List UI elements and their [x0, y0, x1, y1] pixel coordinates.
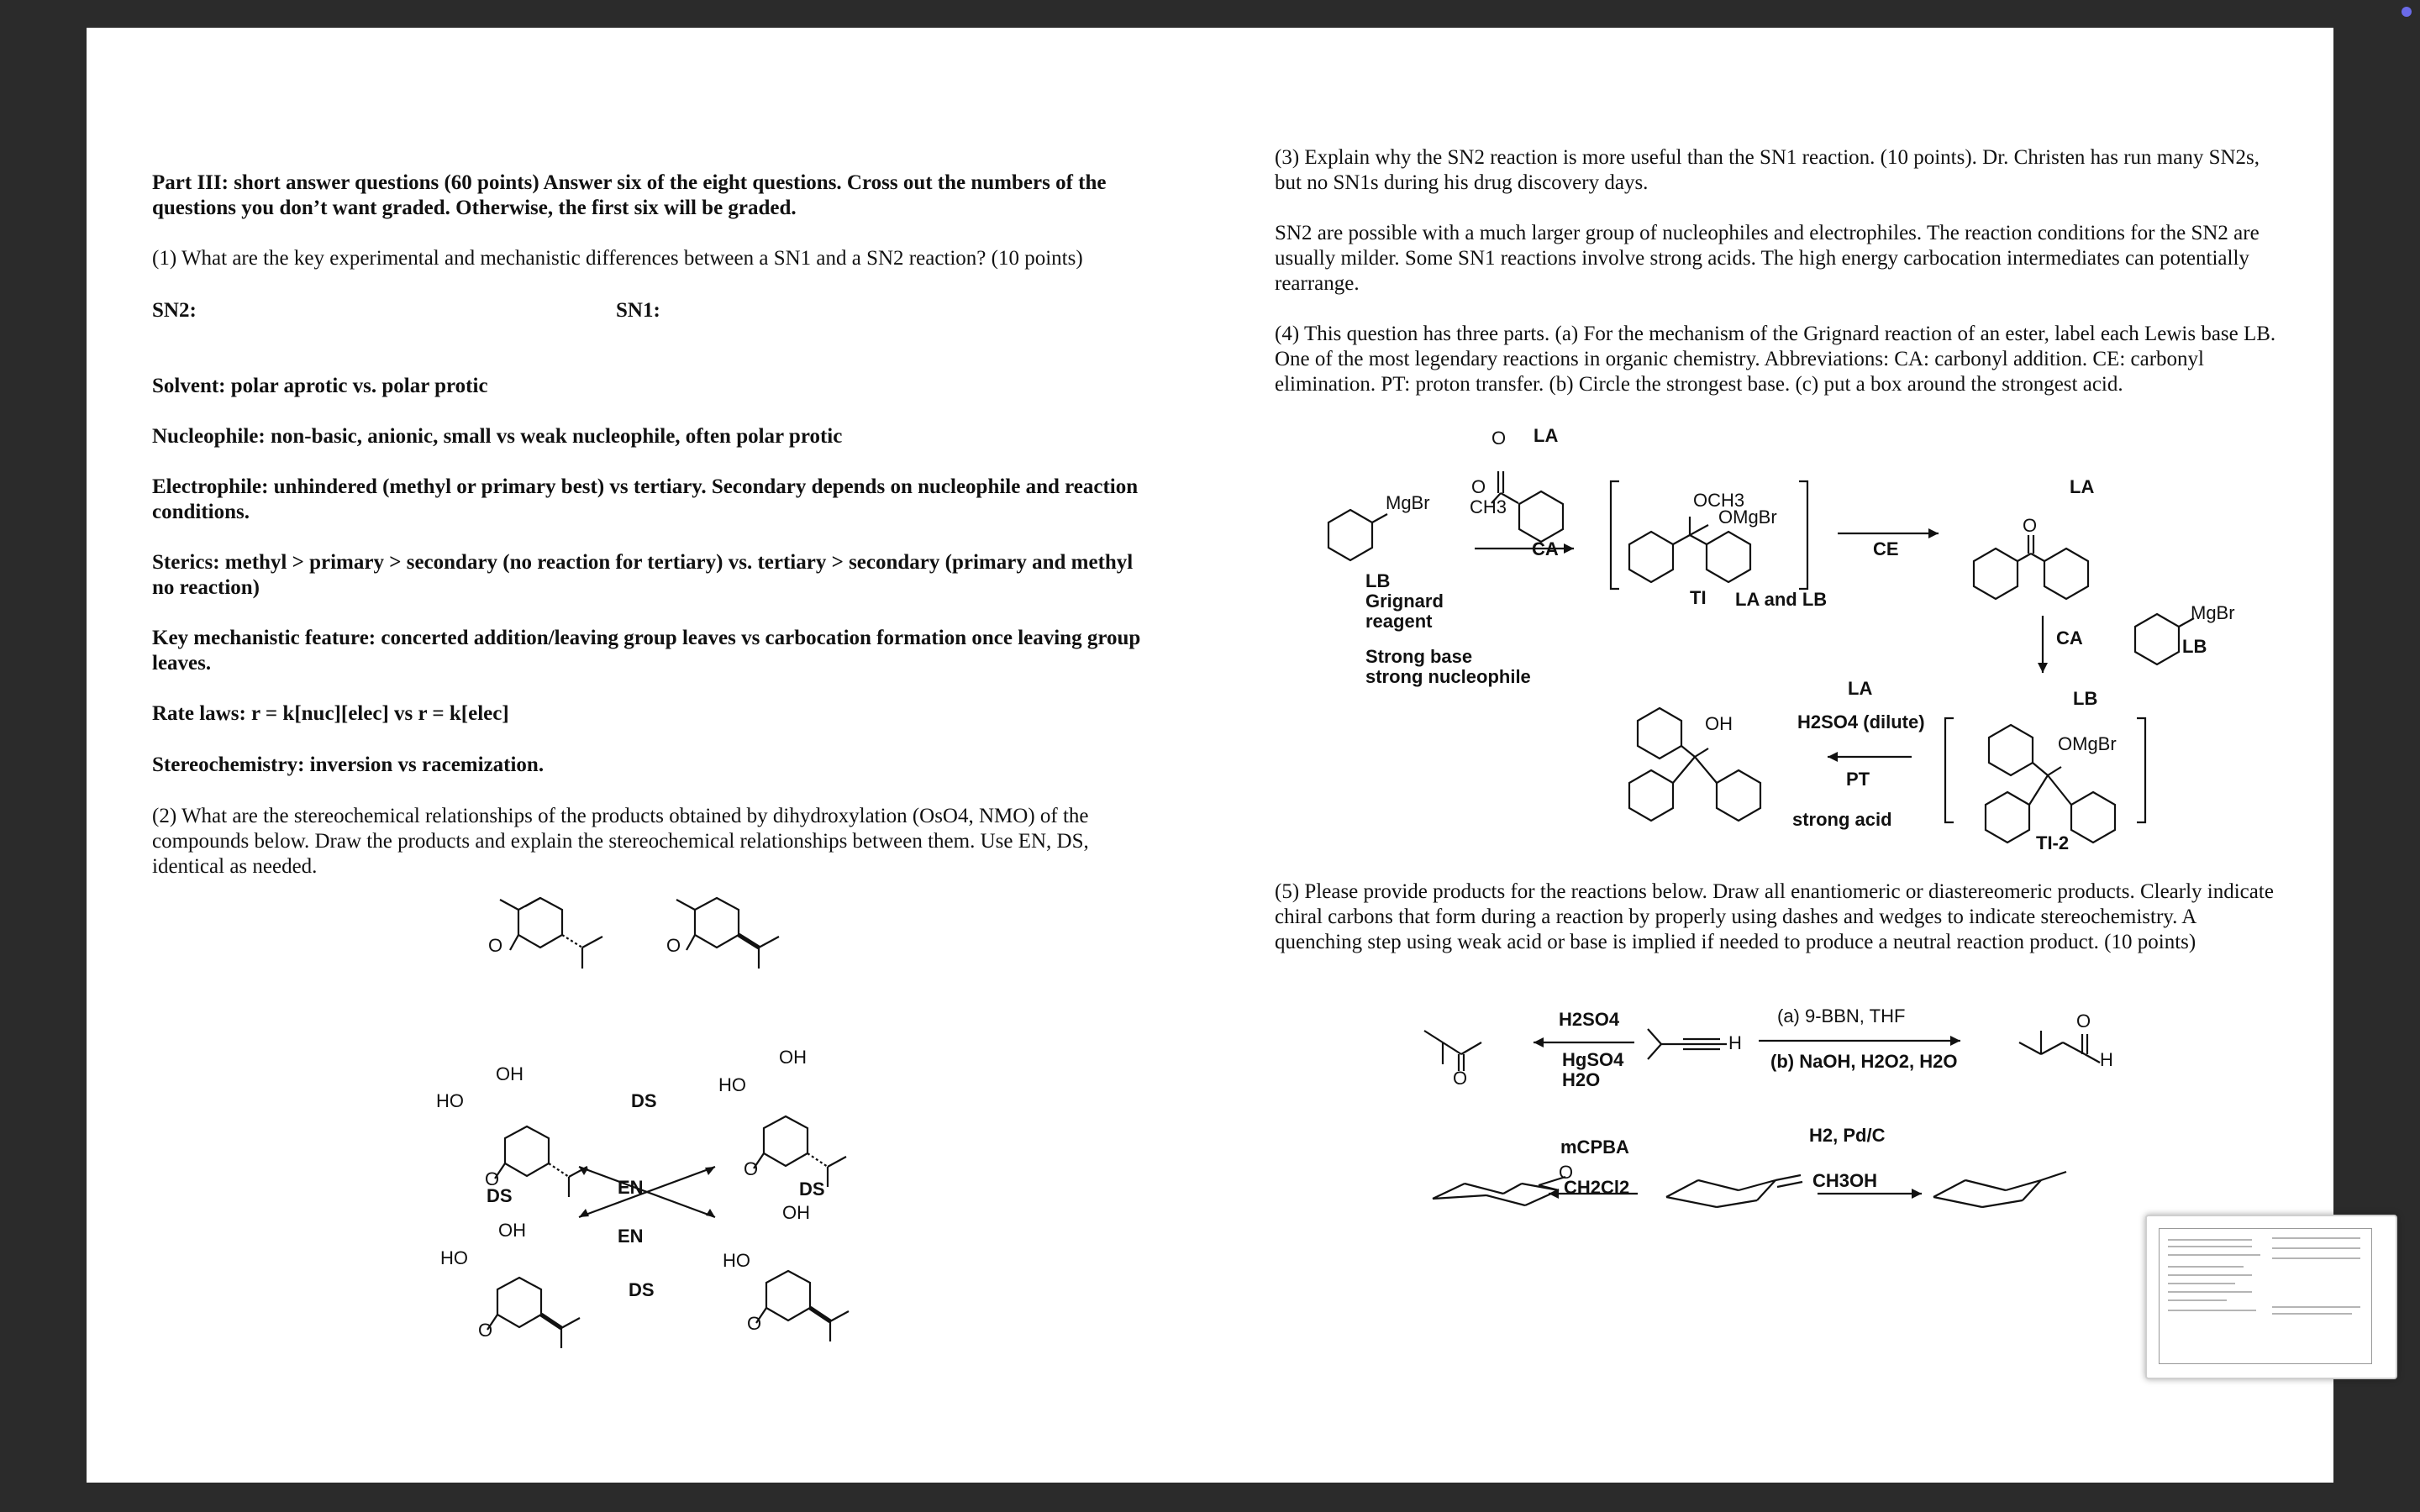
o-label-1: O: [488, 935, 503, 956]
svg-text:O: O: [478, 1320, 493, 1341]
question-3-answer: SN2 are possible with a much larger group of nucleophiles and electrophiles. The reaction conditions for the SN2 are usually milder. Some SN1 reactions involve strong acids. The high energy carbocation intermediates can potentially rearrange.: [1275, 222, 2260, 295]
ti-label: TI: [1690, 587, 1707, 608]
ch2cl2-solvent: CH2Cl2: [1564, 1177, 1630, 1198]
alkyne-h: H: [1728, 1032, 1742, 1053]
question-2: (2) What are the stereochemical relationships of the products obtained by dihydroxylation (OsO4, NMO) of the compounds below. Draw the products and explain the stereochemical relationships between them. Use EN, DS, identical as needed.: [152, 805, 1089, 878]
o-ketone: O: [2023, 515, 2038, 536]
question-5: (5) Please provide products for the reactions below. Draw all enantiomeric or diastereomeric products. Clearly indicate chiral carbons that form during a reaction by properly using dashes and wedges to indicate stereochemistry. A quenching step using weak acid or base is implied if needed to produce a neutral reaction product. (10 points): [1275, 880, 2274, 953]
ch3: CH3: [1470, 496, 1507, 517]
svg-text:O: O: [744, 1158, 759, 1179]
hydroboration-step-b: (b) NaOH, H2O2, H2O: [1770, 1051, 1958, 1072]
h2so4-dilute: H2SO4 (dilute): [1797, 711, 1925, 732]
hgso4-reagent: HgSO4: [1562, 1049, 1624, 1070]
la-acid: LA: [1848, 678, 1873, 699]
aldehyde-h: H: [2100, 1049, 2113, 1070]
oh-2: OH: [779, 1047, 807, 1068]
la-and-lb: LA and LB: [1735, 589, 1828, 610]
la-top: LA: [1534, 425, 1559, 446]
ce-label: CE: [1873, 538, 1899, 559]
oh-1: OH: [496, 1063, 523, 1084]
sn2-label: SN2:: [152, 299, 197, 322]
ds-bottom: DS: [629, 1279, 655, 1300]
strong-nucleophile-label: strong nucleophile: [1365, 666, 1531, 687]
question-4: (4) This question has three parts. (a) For the mechanism of the Grignard reaction of an ester, label each Lewis base LB. One of the most legendary reactions in organic chemistry. Abbreviations: CA: carbonyl addition. CE: carbonyl elimination. PT: proton transfer. (b) Circle the strongest base. (c) put a box around the strongest acid.: [1275, 323, 2276, 396]
ca-1: CA: [1532, 538, 1559, 559]
h2o-reagent: H2O: [1562, 1069, 1601, 1090]
lb-2: LB: [2182, 636, 2207, 657]
answer-sterics: Sterics: methyl > primary > secondary (no reaction for tertiary) vs. tertiary > secondary (primary and methyl no reaction): [152, 551, 1134, 599]
answer-nucleophile: Nucleophile: non-basic, anionic, small vs weak nucleophile, often polar protic: [152, 425, 843, 448]
grignard-label-2: reagent: [1365, 611, 1433, 632]
svg-text:O: O: [747, 1313, 762, 1334]
lb-3: LB: [2073, 688, 2098, 709]
la-ketone: LA: [2070, 476, 2095, 497]
aldehyde-o: O: [2076, 1011, 2091, 1032]
ti2-label: TI-2: [2036, 832, 2070, 853]
page-thumbnail[interactable]: [2145, 1215, 2397, 1379]
answer-electrophile: Electrophile: unhindered (methyl or primary best) vs tertiary. Secondary depends on nucleophile and reaction conditions.: [152, 475, 1139, 523]
o-ester: O: [1471, 476, 1486, 497]
oh-3: OH: [498, 1220, 526, 1241]
answer-stereochemistry: Stereochemistry: inversion vs racemization.: [152, 753, 544, 776]
answer-mechanism: Key mechanistic feature: concerted addition/leaving group leaves vs carbocation formation once leaving group leaves.: [152, 627, 1141, 675]
reaction-scheme: [87, 28, 2333, 1483]
strong-acid-label: strong acid: [1792, 809, 1892, 830]
mgbr-1: MgBr: [1386, 492, 1430, 513]
sn1-label: SN1:: [616, 299, 660, 322]
thumbnail-preview: [2159, 1228, 2372, 1364]
och3: OCH3: [1693, 490, 1745, 511]
ho-3: HO: [440, 1247, 468, 1268]
hydroboration-step-a: (a) 9-BBN, THF: [1777, 1005, 1906, 1026]
omgbr-1: OMgBr: [1718, 507, 1777, 528]
epoxide-o: O: [1559, 1162, 1574, 1183]
en-bottom: EN: [618, 1226, 644, 1247]
en-top: EN: [618, 1177, 644, 1198]
pt-label: PT: [1846, 769, 1870, 790]
ca-2: CA: [2056, 627, 2083, 648]
ch3oh-solvent: CH3OH: [1812, 1170, 1878, 1191]
svg-text:O: O: [485, 1168, 500, 1189]
mcpba-reagent: mCPBA: [1560, 1137, 1629, 1158]
question-3: (3) Explain why the SN2 reaction is more useful than the SN1 reaction. (10 points). Dr. Christen has run many SN2s, but no SN1s during his drug discovery days.: [1275, 146, 2260, 194]
omgbr-2: OMgBr: [2058, 733, 2117, 754]
ho-4: HO: [723, 1250, 750, 1271]
h2-pdc-reagent: H2, Pd/C: [1809, 1125, 1886, 1146]
ds-top: DS: [631, 1090, 657, 1111]
lb-1: LB: [1365, 570, 1391, 591]
strong-base-label: Strong base: [1365, 646, 1473, 667]
ds-right: DS: [799, 1179, 825, 1200]
ho-1: HO: [436, 1090, 464, 1111]
document-page: [87, 28, 2333, 1483]
answer-solvent: Solvent: polar aprotic vs. polar protic: [152, 375, 488, 397]
o-carbonyl: O: [1491, 428, 1507, 449]
h2so4-reagent: H2SO4: [1559, 1009, 1620, 1030]
ds-left: DS: [487, 1185, 513, 1206]
question-1: (1) What are the key experimental and mechanistic differences between a SN1 and a SN2 reaction? (10 points): [152, 247, 1083, 270]
answer-rate-laws: Rate laws: r = k[nuc][elec] vs r = k[elec]: [152, 702, 509, 725]
part-header: Part III: short answer questions (60 points) Answer six of the eight questions. Cross out the numbers of the questions you don’t want graded. Otherwise, the first six will be graded.: [152, 171, 1107, 219]
oh-4: OH: [782, 1202, 810, 1223]
status-dot: [2402, 7, 2412, 17]
ho-2: HO: [718, 1074, 746, 1095]
oh-product: OH: [1705, 713, 1733, 734]
o-label-2: O: [666, 935, 681, 956]
grignard-label-1: Grignard: [1365, 591, 1444, 612]
mgbr-2: MgBr: [2191, 602, 2235, 623]
ketone-o: O: [1453, 1068, 1468, 1089]
